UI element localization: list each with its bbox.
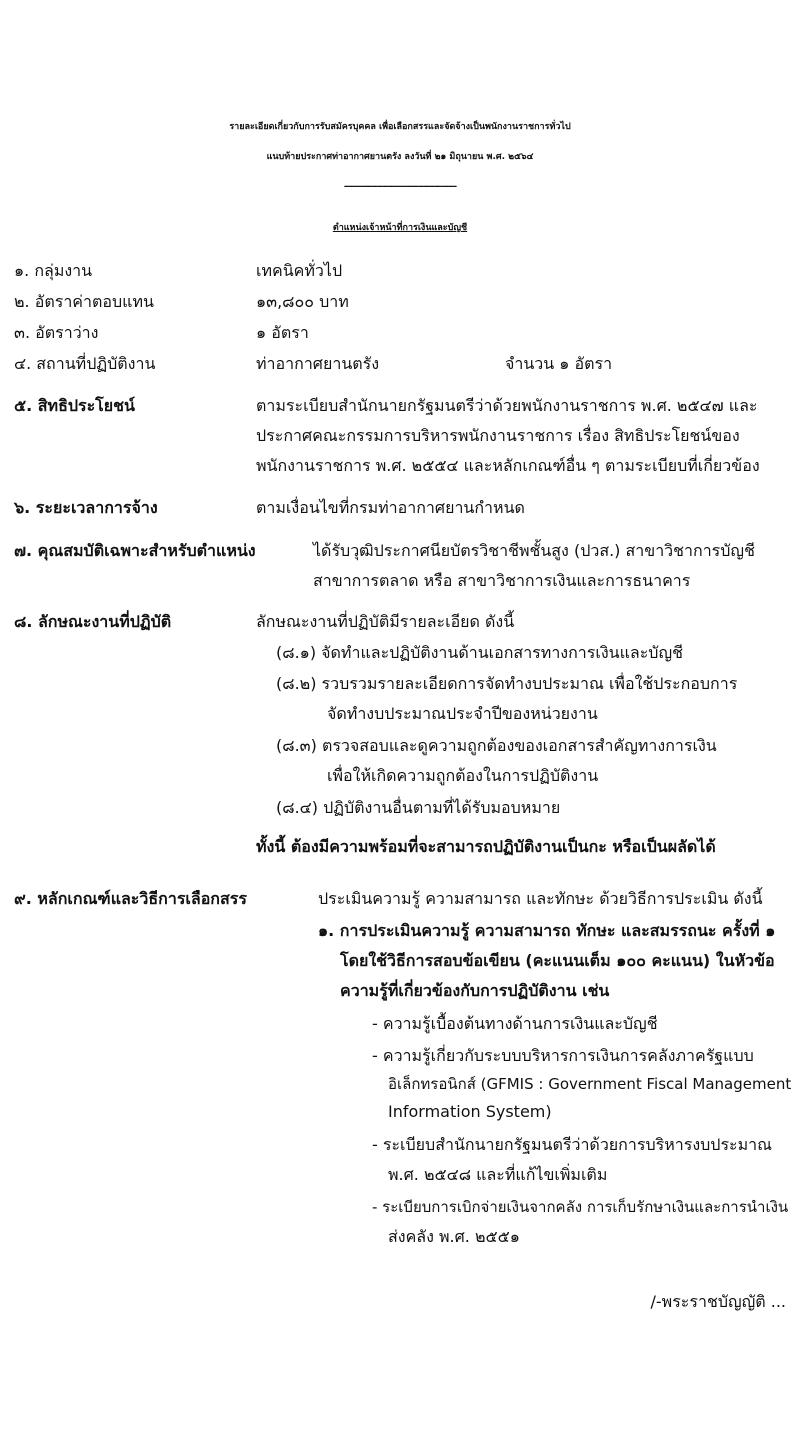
item-9-part-1-cont: โดยใช้วิธีการสอบข้อเขียน (คะแนนเต็ม ๑๐๐ คะแนน) ในหัวข้อ	[340, 951, 775, 970]
item-8-intro: ลักษณะงานที่ปฏิบัติมีรายละเอียด ดังนี้	[256, 612, 515, 631]
topic-bullet-2-cont: อิเล็กทรอนิกส์ (GFMIS : Government Fiscal Management	[388, 1075, 792, 1093]
position-title: ตำแหน่งเจ้าหน้าที่การเงินและบัญชี	[332, 223, 468, 233]
item-8-sub-1: (๘.๑) จัดทำและปฏิบัติงานด้านเอกสารทางการเงินและบัญชี	[276, 643, 683, 662]
item-3-label: ๓. อัตราว่าง	[14, 323, 99, 342]
topic-bullet-3: - ระเบียบสำนักนายกรัฐมนตรีว่าด้วยการบริหารงบประมาณ	[372, 1135, 772, 1154]
item-1-value: เทคนิคทั่วไป	[256, 261, 343, 280]
item-8-sub-2-cont: จัดทำงบประมาณประจำปีของหน่วยงาน	[327, 704, 598, 723]
continued-marker: /-พระราชบัญญัติ ...	[650, 1292, 786, 1311]
item-7-label: ๗. คุณสมบัติเฉพาะสำหรับตำแหน่ง	[14, 541, 256, 560]
item-2-value: ๑๓,๘๐๐ บาท	[256, 292, 349, 311]
item-9-part-1-cont-2: ความรู้ที่เกี่ยวข้องกับการปฏิบัติงาน เช่น	[340, 981, 610, 1000]
item-5-line-1: ตามระเบียบสำนักนายกรัฐมนตรีว่าด้วยพนักงานราชการ พ.ศ. ๒๕๔๗ และ	[256, 396, 758, 415]
item-9-intro: ประเมินความรู้ ความสามารถ และทักษะ ด้วยวิธีการประเมิน ดังนี้	[318, 889, 763, 908]
item-3-value: ๑ อัตรา	[256, 323, 309, 342]
item-4-value: ท่าอากาศยานตรัง	[256, 354, 380, 373]
topic-bullet-4: - ระเบียบการเบิกจ่ายเงินจากคลัง การเก็บรักษาเงินและการนำเงิน	[372, 1198, 789, 1216]
item-5-line-2: ประกาศคณะกรรมการบริหารพนักงานราชการ เรื่อง สิทธิประโยชน์ของ	[256, 426, 740, 445]
item-4-label: ๔. สถานที่ปฏิบัติงาน	[14, 354, 156, 373]
item-6-label: ๖. ระยะเวลาการจ้าง	[14, 498, 158, 517]
item-8-sub-3: (๘.๓) ตรวจสอบและดูความถูกต้องของเอกสารสำคัญทางการเงิน	[276, 736, 717, 755]
item-8-sub-4: (๘.๔) ปฏิบัติงานอื่นตามที่ได้รับมอบหมาย	[276, 798, 561, 817]
topic-bullet-2-cont-2: Information System)	[388, 1102, 552, 1121]
doc-heading-line-1: รายละเอียดเกี่ยวกับการรับสมัครบุคคล เพื่อเลือกสรรและจัดจ้างเป็นพนักงานราชการทั่วไป	[229, 122, 571, 132]
item-7-line-1: ได้รับวุฒิประกาศนียบัตรวิชาชีพชั้นสูง (ปวส.) สาขาวิชาการบัญชี	[313, 541, 755, 560]
topic-bullet-4-cont: ส่งคลัง พ.ศ. ๒๕๕๑	[388, 1227, 520, 1246]
topic-bullet-3-cont: พ.ศ. ๒๕๔๘ และที่แก้ไขเพิ่มเติม	[388, 1165, 608, 1184]
item-9-part-1: ๑. การประเมินความรู้ ความสามารถ ทักษะ และสมรรถนะ ครั้งที่ ๑	[318, 921, 776, 940]
item-9-label: ๙. หลักเกณฑ์และวิธีการเลือกสรร	[14, 889, 247, 908]
topic-bullet-2: - ความรู้เกี่ยวกับระบบบริหารการเงินการคลังภาครัฐแบบ	[372, 1046, 754, 1065]
item-2-label: ๒. อัตราค่าตอบแทน	[14, 292, 154, 311]
doc-heading-line-2: แนบท้ายประกาศท่าอากาศยานตรัง ลงวันที่ ๒๑ มิถุนายน พ.ศ. ๒๕๖๔	[266, 152, 534, 162]
item-5-label: ๕. สิทธิประโยชน์	[14, 396, 135, 415]
item-1-label: ๑. กลุ่มงาน	[14, 261, 93, 280]
item-8-label: ๘. ลักษณะงานที่ปฏิบัติ	[14, 612, 172, 631]
item-7-line-2: สาขาการตลาด หรือ สาขาวิชาการเงินและการธนาคาร	[313, 571, 691, 590]
item-8-sub-3-cont: เพื่อให้เกิดความถูกต้องในการปฏิบัติงาน	[327, 766, 599, 785]
heading-divider: -----------------------------------------	[343, 182, 457, 192]
item-8-sub-2: (๘.๒) รวบรวมรายละเอียดการจัดทำงบประมาณ เพื่อใช้ประกอบการ	[276, 674, 738, 693]
item-8-note: ทั้งนี้ ต้องมีความพร้อมที่จะสามารถปฏิบัติงานเป็นกะ หรือเป็นผลัดได้	[256, 837, 716, 856]
item-4-count: จำนวน ๑ อัตรา	[505, 354, 613, 373]
item-5-line-3: พนักงานราชการ พ.ศ. ๒๕๕๔ และหลักเกณฑ์อื่น ๆ ตามระเบียบที่เกี่ยวข้อง	[256, 456, 760, 475]
topic-bullet-1: - ความรู้เบื้องต้นทางด้านการเงินและบัญชี	[372, 1014, 658, 1033]
item-6-value: ตามเงื่อนไขที่กรมท่าอากาศยานกำหนด	[256, 498, 525, 517]
